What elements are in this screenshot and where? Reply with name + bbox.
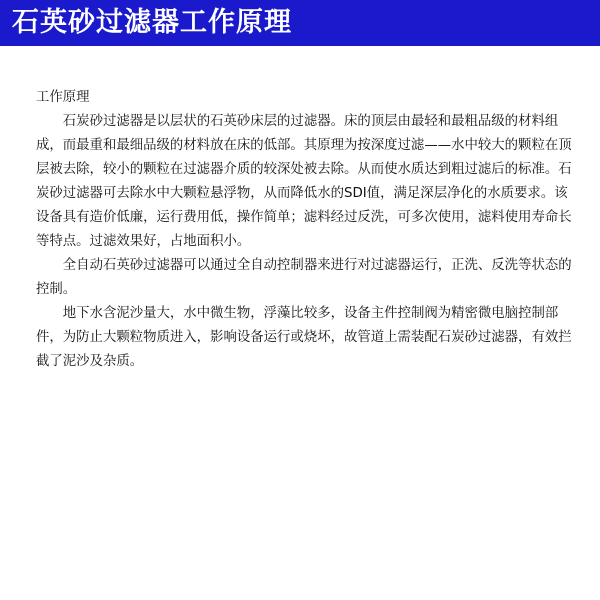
section-heading: 工作原理 — [36, 90, 90, 105]
paragraph-automatic-control: 全自动石英砂过滤器可以通过全自动控制器来进行对过滤器运行，正洗、反洗等状态的控制。 — [36, 258, 572, 297]
paragraph-groundwater: 地下水含泥沙量大，水中微生物，浮藻比较多，设备主件控制阀为精密微电脑控制部件，为防止大颗粒物质进入，影响设备运行或烧坏，故管道上需装配石炭砂过滤器，有效拦截了泥沙及杂质。 — [36, 306, 572, 369]
page-title: 石英砂过滤器工作原理 — [12, 7, 292, 38]
paragraph-principle: 石炭砂过滤器是以层状的石英砂床层的过滤器。床的顶层由最轻和最粗品级的材料组成，而最重和最细品级的材料放在床的低部。其原理为按深度过滤——水中较大的颗粒在顶层被去除，较小的颗粒在过滤器介质的较深处被去除。从而使水质达到粗过滤后的标准。石炭砂过滤器可去除水中大颗粒悬浮物，从而降低水的SDI值，满足深层净化的水质要求。该设备具有造价低廉，运行费用低，操作简单；滤料经过反洗，可多次使用，滤料使用寿命长等特点。过滤效果好，占地面积小。 — [36, 114, 572, 249]
title-banner — [0, 0, 600, 46]
article-body — [36, 86, 580, 374]
